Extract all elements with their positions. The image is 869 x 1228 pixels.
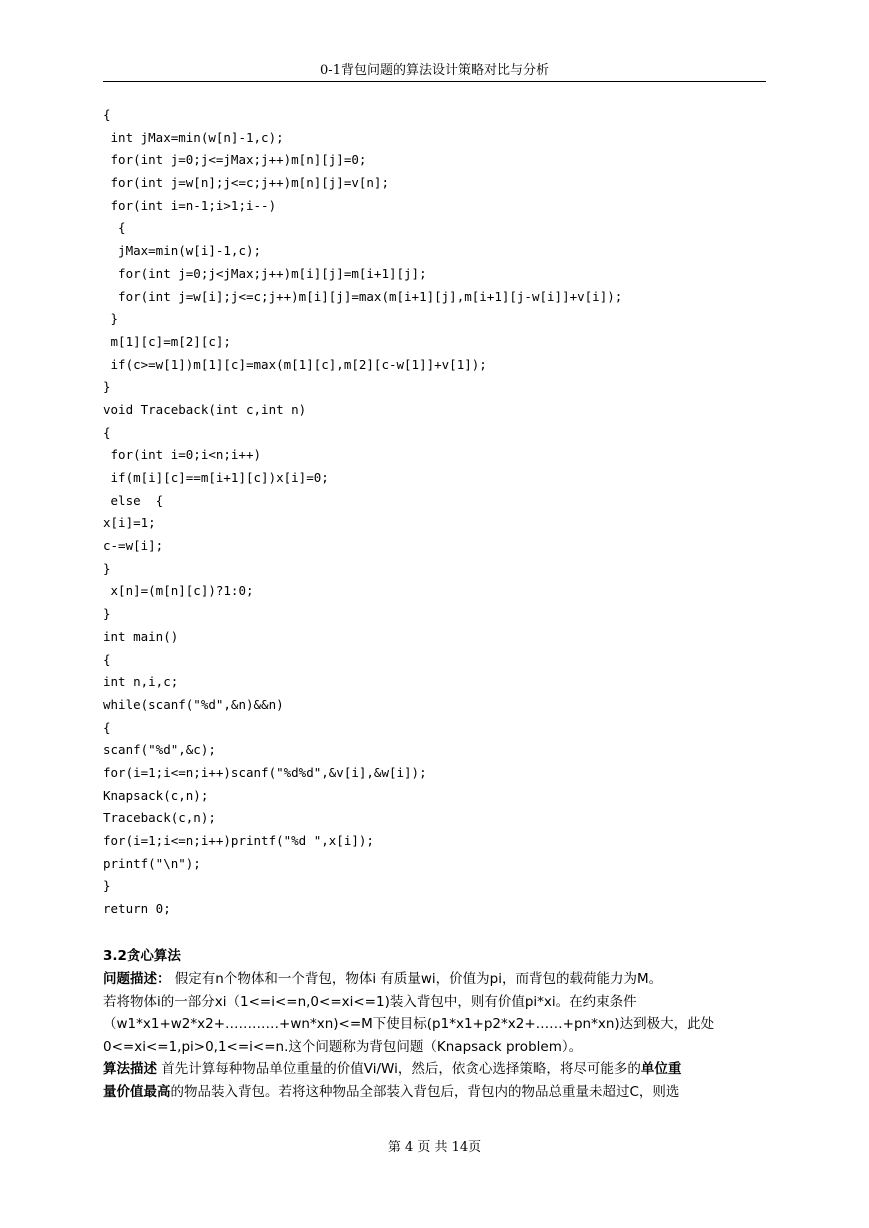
code-line: for(i=1;i<=n;i++)scanf("%d%d",&v[i],&w[i]); xyxy=(103,764,427,780)
code-line: for(int i=0;i<n;i++) xyxy=(103,447,262,463)
algo-line-1 xyxy=(103,1058,766,1081)
code-line: } xyxy=(103,311,119,327)
problem-line-4: 0<=xi<=1,pi>0,1<=i<=n.这个问题称为背包问题（Knapsack problem）。 xyxy=(103,1038,583,1055)
code-line: c-=w[i]; xyxy=(103,538,164,554)
code-line: } xyxy=(103,560,111,576)
code-line: printf("\n"); xyxy=(103,855,201,871)
algo-text-2: 的物品装入背包。若将这种物品全部装入背包后，背包内的物品总重量未超过C，则选 xyxy=(170,1083,680,1100)
code-line: else { xyxy=(103,492,164,508)
code-line: for(int j=w[n];j<=c;j++)m[n][j]=v[n]; xyxy=(103,175,389,191)
algo-text-1: 首先计算每种物品单位重量的价值Vi/Wi，然后，依贪心选择策略，将尽可能多的 xyxy=(157,1061,641,1078)
code-line: { xyxy=(103,424,111,440)
code-line: for(i=1;i<=n;i++)printf("%d ",x[i]); xyxy=(103,833,374,848)
algo-bold-2: 量价值最高 xyxy=(103,1083,171,1100)
algo-label: 算法描述 xyxy=(103,1061,157,1078)
greedy-section xyxy=(103,945,766,1104)
code-line: if(m[i][c]==m[i+1][c])x[i]=0; xyxy=(103,470,329,485)
algo-bold-1: 单位重 xyxy=(640,1061,682,1078)
code-line: for(int j=0;j<jMax;j++)m[i][j]=m[i+1][j]; xyxy=(103,265,427,281)
code-line: } xyxy=(103,606,111,622)
problem-label: 问题描述： xyxy=(103,971,171,987)
code-line: } xyxy=(103,379,111,395)
section-heading: 3.2贪心算法 xyxy=(103,948,181,964)
page-footer: 第 4 页 共 14页 xyxy=(387,1140,482,1155)
code-line: { xyxy=(103,651,111,667)
code-line: void Traceback(int c,int n) xyxy=(103,401,307,417)
code-line: while(scanf("%d",&n)&&n) xyxy=(103,696,284,712)
code-line: for(int i=n-1;i>1;i--) xyxy=(103,197,277,213)
header-divider xyxy=(103,81,766,82)
code-line: { xyxy=(103,107,111,122)
code-line: Knapsack(c,n); xyxy=(103,787,209,803)
problem-line-2: 若将物体i的一部分xi（1<=i<=n,0<=xi<=1)装入背包中，则有价值pi*xi。在约束条件 xyxy=(103,993,637,1010)
problem-line-3: （w1*x1+w2*x2+…………+wn*xn)<=M下使目标(p1*x1+p2*x2+……+pn*xn)达到极大，此处 xyxy=(103,1016,715,1033)
code-line: return 0; xyxy=(103,901,171,917)
problem-line-1 xyxy=(103,968,766,991)
code-line: { xyxy=(103,719,111,735)
code-line: m[1][c]=m[2][c]; xyxy=(103,333,231,349)
code-line: x[n]=(m[n][c])?1:0; xyxy=(103,583,254,599)
code-line: scanf("%d",&c); xyxy=(103,742,216,758)
code-line: for(int j=w[i];j<=c;j++)m[i][j]=max(m[i+1][j],m[i+1][j-w[i]]+v[i]); xyxy=(103,288,623,304)
code-line: jMax=min(w[i]-1,c); xyxy=(103,243,262,259)
code-line: for(int j=0;j<=jMax;j++)m[n][j]=0; xyxy=(103,152,367,168)
code-line: { xyxy=(103,220,126,236)
page-header-title: 0-1背包问题的算法设计策略对比与分析 xyxy=(320,63,549,78)
code-line: if(c>=w[1])m[1][c]=max(m[1][c],m[2][c-w[1]]+v[1]); xyxy=(103,356,487,372)
code-line: int n,i,c; xyxy=(103,674,179,690)
code-line: x[i]=1; xyxy=(103,515,156,531)
algo-line-2 xyxy=(103,1081,766,1104)
code-block xyxy=(103,104,766,921)
problem-text-1: 假定有n个物体和一个背包，物体i 有质量wi，价值为pi，而背包的载荷能力为M。 xyxy=(170,971,663,987)
code-line: } xyxy=(103,878,111,894)
code-line: Traceback(c,n); xyxy=(103,810,216,826)
code-line: int main() xyxy=(103,628,179,644)
code-line: int jMax=min(w[n]-1,c); xyxy=(103,129,284,145)
